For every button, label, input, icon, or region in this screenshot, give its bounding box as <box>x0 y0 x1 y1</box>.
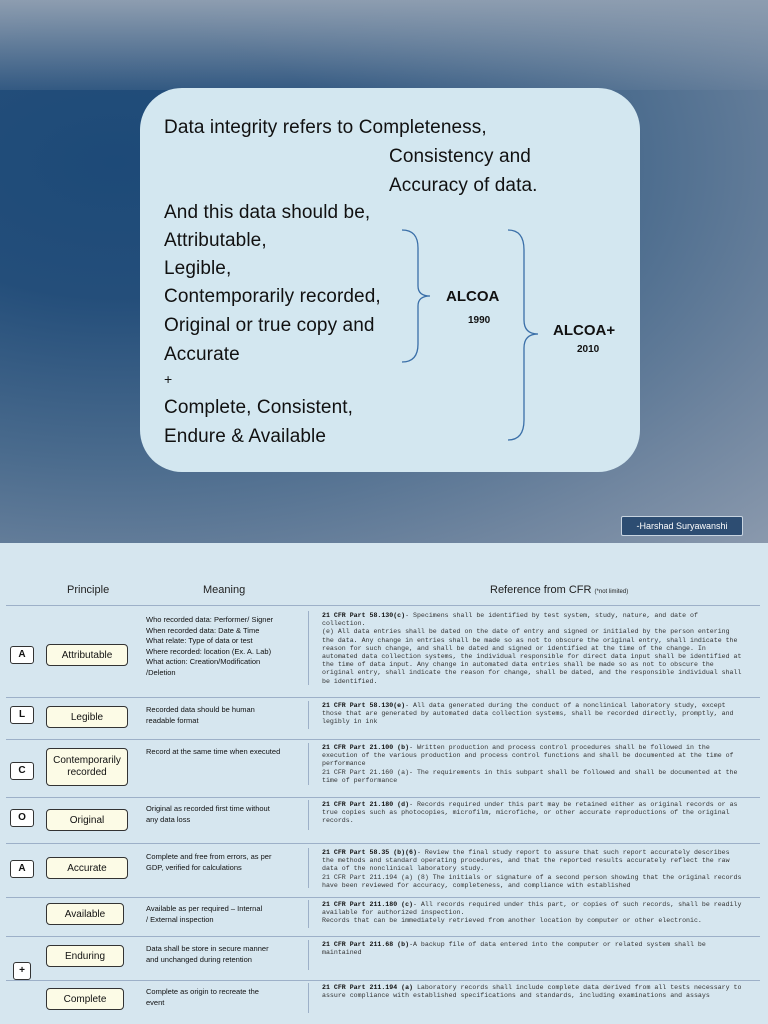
cfr-reference: 21 CFR Part 21.100 (b)- Written production and process control procedures shall be followed in the execution of the various production and process control functions and shall be documented at the time of performance 21 CFR Part 21.160 (a)- The requirements in this subpart shall be followed and shall be documented at the time of performance <box>322 744 738 784</box>
row-divider <box>6 897 760 898</box>
attribute-accurate: Accurate <box>164 344 240 365</box>
plus-sign: + <box>164 371 173 387</box>
principle-box: Contemporarily recorded <box>46 748 128 786</box>
row-divider <box>6 843 760 844</box>
principle-badge: O <box>10 809 34 827</box>
column-separator <box>308 900 309 928</box>
alcoa-brace <box>400 228 440 364</box>
meaning-text: Data shall be store in secure manner and unchanged during retention <box>146 944 269 964</box>
principle-box: Legible <box>46 706 128 728</box>
attribute-contemporarily: Contemporarily recorded, <box>164 286 381 307</box>
cfr-reference: 21 CFR Part 211.180 (c)- All records required under this part, or copies of such records, shall be readily available for authorized inspection. Records that can be immediately retrieved from another location by computer or other electronic. <box>322 901 742 925</box>
column-separator <box>308 743 309 785</box>
attribute-complete-consistent: Complete, Consistent, <box>164 397 354 418</box>
meaning-text: Who recorded data: Performer/ Signer When recorded data: Date & Time What relate: Type of data or test Where recorded: location (Ex. A. Lab) What action: Creation/Modification /Deletion <box>146 615 274 677</box>
alcoa-plus-label: ALCOA+ <box>553 322 616 339</box>
principle-badge: C <box>10 762 34 780</box>
column-separator <box>308 983 309 1013</box>
principle-box: Attributable <box>46 644 128 666</box>
meaning-text: Complete as origin to recreate the event <box>146 987 259 1007</box>
column-separator <box>308 800 309 830</box>
attribute-original: Original or true copy and <box>164 315 375 336</box>
header-reference: Reference from CFR (*not limited) <box>490 584 629 596</box>
attribute-legible: Legible, <box>164 258 232 279</box>
meaning-text: Record at the same time when executed <box>146 747 281 756</box>
row-divider <box>6 936 760 937</box>
row-divider <box>6 980 760 981</box>
principle-box: Enduring <box>46 945 124 967</box>
alcoa-plus-brace <box>506 228 550 444</box>
header-meaning: Meaning <box>203 584 246 596</box>
meaning-text: Original as recorded first time without any data loss <box>146 804 270 824</box>
alcoa-plus-year: 2010 <box>577 344 600 355</box>
column-separator <box>308 611 309 685</box>
principle-badge: + <box>13 962 31 980</box>
definition-line-1: Data integrity refers to Completeness, <box>164 117 487 138</box>
meaning-text: Available as per required – Internal / External inspection <box>146 904 263 924</box>
alcoa-year: 1990 <box>468 315 491 326</box>
author-credit: -Harshad Suryawanshi <box>621 516 743 536</box>
principle-box: Accurate <box>46 857 128 879</box>
alcoa-label: ALCOA <box>446 288 500 305</box>
slide-top-band <box>0 0 768 90</box>
row-divider <box>6 697 760 698</box>
principle-badge: A <box>10 646 34 664</box>
column-separator <box>308 940 309 970</box>
cfr-reference: 21 CFR Part 21.180 (d)- Records required under this part may be retained either as original records or as true copies such as photocopies, microfilm, microfiche, or other accurate reproductions of the original records. <box>322 801 738 825</box>
cfr-reference: 21 CFR Part 211.194 (a) Laboratory records shall include complete data derived from all tests necessary to assure compliance with established specifications and standards, including examinations and assays <box>322 984 742 1000</box>
cfr-reference: 21 CFR Part 58.130(e)- All data generated during the conduct of a nonclinical laboratory study, except those that are generated by automated data collection systems, shall be recorded directly, promptly, and legibly in ink <box>322 702 734 726</box>
meaning-text: Recorded data should be human readable format <box>146 705 255 725</box>
principle-box: Available <box>46 903 124 925</box>
cfr-reference: 21 CFR Part 58.35 (b)(6)- Review the final study report to assure that such report accurately describes the methods and standard operating procedures, and that the reported results accurately reflect the raw data of the nonclinical laboratory study. 21 CFR Part 211.194 (a) (8) The initials or signature of a second person showing that the original records have been reviewed for accuracy, completeness, and compliance with established <box>322 849 742 889</box>
principle-badge: A <box>10 860 34 878</box>
definition-line-3: Accuracy of data. <box>389 175 538 196</box>
attribute-attributable: Attributable, <box>164 230 267 251</box>
principle-box: Complete <box>46 988 124 1010</box>
header-divider <box>6 605 760 606</box>
definition-line-4: And this data should be, <box>164 202 371 223</box>
column-separator <box>308 701 309 729</box>
attribute-endure-available: Endure & Available <box>164 426 327 447</box>
row-divider <box>6 739 760 740</box>
definition-line-2: Consistency and <box>389 146 531 167</box>
cfr-reference: 21 CFR Part 58.130(c)- Specimens shall be identified by test system, study, nature, and date of collection. (e) All data entries shall be dated on the date of entry and signed or initialed by the person entering the data. Any change in entries shall be made so as not to obscure the original entry, shall indicate the reason for such change, and shall be dated and signed or identified at the time of the change. In automated data collection systems, the individual responsible for direct data input shall be identified at the time of data input. Any change in automated data entries shall be made so as not to obscure the original entry, shall indicate the reason for change, shall be dated, and the responsible individual shall be identified. <box>322 612 742 685</box>
principle-box: Original <box>46 809 128 831</box>
cfr-reference: 21 CFR Part 211.68 (b)-A backup file of data entered into the computer or related system shall be maintained <box>322 941 706 957</box>
principle-badge: L <box>10 706 34 724</box>
column-separator <box>308 848 309 888</box>
header-principle: Principle <box>67 584 110 596</box>
row-divider <box>6 797 760 798</box>
meaning-text: Complete and free from errors, as per GDP, verified for calculations <box>146 852 272 872</box>
